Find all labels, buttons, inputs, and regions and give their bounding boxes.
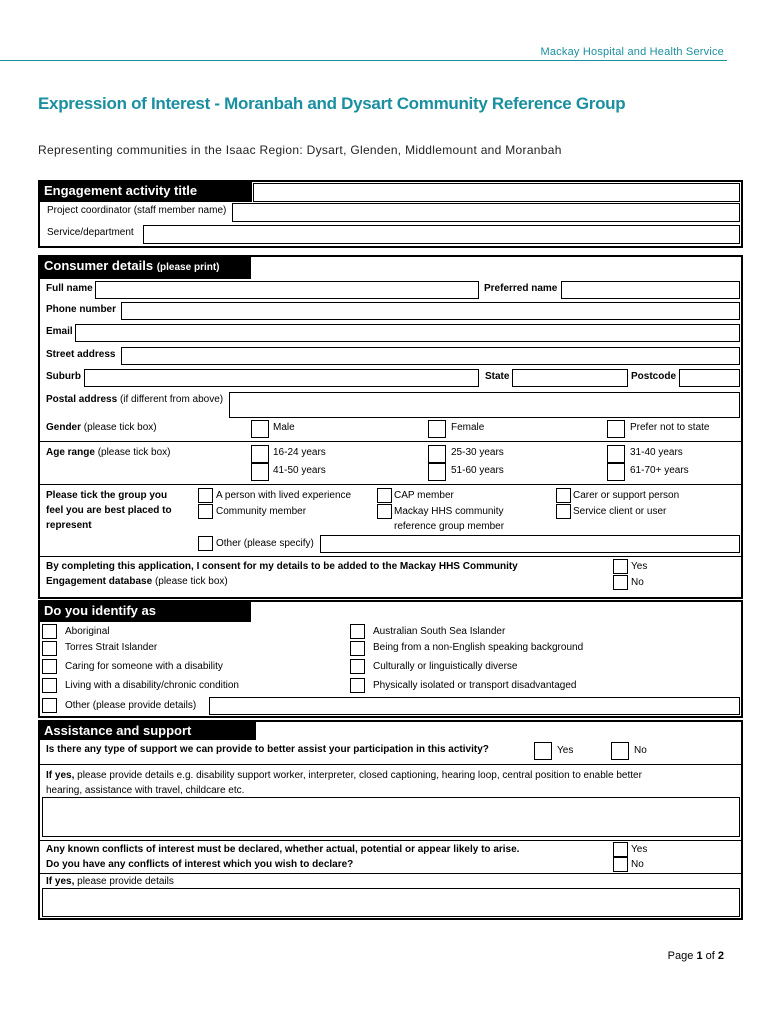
divider: [38, 556, 743, 557]
group-hhs-reference-checkbox[interactable]: [377, 504, 392, 519]
conflict-no-label: No: [631, 859, 644, 870]
gender-label-text: Gender: [46, 422, 82, 433]
page-total: 2: [717, 950, 724, 962]
consent-yes-label: Yes: [631, 561, 648, 572]
group-carer-checkbox[interactable]: [556, 488, 571, 503]
suburb-label: Suburb: [46, 371, 81, 382]
age-41-50-checkbox[interactable]: [251, 463, 269, 481]
age-41-50-label: 41-50 years: [273, 465, 326, 476]
gender-female-checkbox[interactable]: [428, 420, 446, 438]
header-rule: [0, 60, 727, 61]
group-question-line2: feel you are best placed to: [46, 505, 172, 516]
coordinator-field[interactable]: [232, 203, 740, 222]
group-other-label: Other (please specify): [216, 538, 314, 549]
assistance-ifyes-line2: hearing, assistance with travel, childcare etc.: [46, 785, 245, 796]
coordinator-label: Project coordinator (staff member name): [47, 205, 227, 216]
identify-isolated-label: Physically isolated or transport disadvantaged: [373, 680, 577, 691]
conflict-ifyes-text: please provide details: [77, 876, 174, 887]
postal-note: (if different from above): [119, 394, 224, 405]
consumer-heading-text: Consumer details: [44, 258, 154, 273]
conflict-yes-label: Yes: [631, 844, 648, 855]
identify-heading: Do you identify as: [38, 600, 251, 622]
phone-field[interactable]: [121, 302, 740, 320]
identify-cald-checkbox[interactable]: [350, 659, 365, 674]
group-lived-experience-checkbox[interactable]: [198, 488, 213, 503]
assistance-ifyes-line1: [46, 770, 642, 781]
group-hhs-reference-label2: reference group member: [394, 521, 505, 532]
preferred-name-field[interactable]: [561, 281, 740, 299]
engagement-title-field[interactable]: [253, 183, 740, 202]
postal-label-text: Postal address: [46, 394, 118, 405]
group-cap-member-checkbox[interactable]: [377, 488, 392, 503]
consent-line1: By completing this application, I consent for my details to be added to the Mackay HHS Community: [46, 561, 518, 572]
conflict-no-checkbox[interactable]: [613, 857, 628, 872]
full-name-label: Full name: [46, 283, 93, 294]
assistance-no-checkbox[interactable]: [611, 742, 629, 760]
consent-yes-checkbox[interactable]: [613, 559, 628, 574]
group-question-line1: Please tick the group you: [46, 490, 168, 501]
divider: [38, 441, 743, 442]
state-field[interactable]: [512, 369, 628, 387]
assistance-yes-label: Yes: [557, 745, 574, 756]
identify-torres-label: Torres Strait Islander: [65, 642, 158, 653]
consumer-heading-note: (please print): [156, 262, 220, 273]
group-other-field[interactable]: [320, 535, 740, 553]
preferred-name-label: Preferred name: [484, 283, 558, 294]
gender-prefer-not-label: Prefer not to state: [630, 422, 710, 433]
identify-torres-checkbox[interactable]: [42, 641, 57, 656]
group-cap-member-label: CAP member: [394, 490, 454, 501]
identify-aboriginal-checkbox[interactable]: [42, 624, 57, 639]
assistance-question: Is there any type of support we can provide to better assist your participation in this activity?: [46, 744, 489, 755]
group-question-line3: represent: [46, 520, 92, 531]
service-field[interactable]: [143, 225, 740, 244]
group-service-client-label: Service client or user: [573, 506, 667, 517]
identify-disability-label: Living with a disability/chronic condition: [65, 680, 239, 691]
group-service-client-checkbox[interactable]: [556, 504, 571, 519]
identify-south-sea-checkbox[interactable]: [350, 624, 365, 639]
identify-other-label: Other (please provide details): [65, 700, 197, 711]
full-name-field[interactable]: [95, 281, 479, 299]
consent-line2-text: Engagement database: [46, 576, 153, 587]
divider: [38, 873, 743, 874]
age-51-60-label: 51-60 years: [451, 465, 504, 476]
consent-line2: [46, 576, 228, 587]
age-16-24-label: 16-24 years: [273, 447, 326, 458]
conflict-line2: Do you have any conflicts of interest which you wish to declare?: [46, 859, 354, 870]
age-31-40-checkbox[interactable]: [607, 445, 625, 463]
postcode-label: Postcode: [631, 371, 677, 382]
conflict-line1: Any known conflicts of interest must be declared, whether actual, potential or appear likely to arise.: [46, 844, 520, 855]
group-community-member-label: Community member: [216, 506, 307, 517]
identify-isolated-checkbox[interactable]: [350, 678, 365, 693]
consent-note: (please tick box): [154, 576, 228, 587]
divider: [38, 764, 743, 765]
identify-disability-checkbox[interactable]: [42, 678, 57, 693]
postal-label: [46, 394, 223, 405]
consent-no-label: No: [631, 577, 644, 588]
assistance-ifyes: If yes,: [46, 770, 75, 781]
group-other-checkbox[interactable]: [198, 536, 213, 551]
assistance-yes-checkbox[interactable]: [534, 742, 552, 760]
postal-field[interactable]: [229, 392, 740, 418]
service-label: Service/department: [47, 227, 134, 238]
street-field[interactable]: [121, 347, 740, 365]
identify-caring-checkbox[interactable]: [42, 659, 57, 674]
page-current: 1: [696, 950, 703, 962]
conflict-ifyes-line: [46, 876, 174, 887]
street-label: Street address: [46, 349, 116, 360]
age-note: (please tick box): [97, 447, 171, 458]
age-61-70-label: 61-70+ years: [630, 465, 689, 476]
consumer-heading: [38, 255, 251, 279]
identify-aboriginal-label: Aboriginal: [65, 626, 110, 637]
group-lived-experience-label: A person with lived experience: [216, 490, 352, 501]
gender-male-label: Male: [273, 422, 295, 433]
conflict-details-field[interactable]: [42, 888, 740, 917]
identify-cald-label: Culturally or linguistically diverse: [373, 661, 518, 672]
assistance-heading: Assistance and support: [38, 720, 256, 740]
age-61-70-checkbox[interactable]: [607, 463, 625, 481]
suburb-field[interactable]: [84, 369, 479, 387]
gender-prefer-not-checkbox[interactable]: [607, 420, 625, 438]
divider: [38, 840, 743, 841]
gender-note: (please tick box): [83, 422, 157, 433]
page-of: of: [705, 950, 715, 962]
page-prefix: Page: [667, 950, 694, 962]
assistance-no-label: No: [634, 745, 647, 756]
age-16-24-checkbox[interactable]: [251, 445, 269, 463]
phone-label: Phone number: [46, 304, 117, 315]
identify-non-english-label: Being from a non-English speaking background: [373, 642, 584, 653]
email-field[interactable]: [75, 324, 740, 342]
age-25-30-checkbox[interactable]: [428, 445, 446, 463]
gender-female-label: Female: [451, 422, 485, 433]
age-31-40-label: 31-40 years: [630, 447, 683, 458]
age-label: [46, 447, 171, 458]
identify-caring-label: Caring for someone with a disability: [65, 661, 223, 672]
group-hhs-reference-label1: Mackay HHS community: [394, 506, 504, 517]
gender-male-checkbox[interactable]: [251, 420, 269, 438]
engagement-heading: Engagement activity title: [38, 180, 252, 202]
assistance-ifyes-text: please provide details e.g. disability support worker, interpreter, closed captioning, hearing loop, central position to enable better: [77, 770, 642, 781]
group-carer-label: Carer or support person: [573, 490, 680, 501]
page-subtitle: Representing communities in the Isaac Region: Dysart, Glenden, Middlemount and Moranbah: [38, 143, 562, 157]
age-25-30-label: 25-30 years: [451, 447, 504, 458]
gender-label: [46, 422, 157, 433]
email-label: Email: [46, 326, 73, 337]
organisation-name: Mackay Hospital and Health Service: [540, 46, 724, 58]
page-number: [668, 950, 724, 962]
identify-other-field[interactable]: [209, 697, 740, 715]
identify-other-checkbox[interactable]: [42, 698, 57, 713]
group-community-member-checkbox[interactable]: [198, 504, 213, 519]
conflict-ifyes: If yes,: [46, 876, 75, 887]
assistance-details-field[interactable]: [42, 797, 740, 837]
conflict-yes-checkbox[interactable]: [613, 842, 628, 857]
consent-no-checkbox[interactable]: [613, 575, 628, 590]
identify-non-english-checkbox[interactable]: [350, 641, 365, 656]
state-label: State: [485, 371, 510, 382]
divider: [38, 484, 743, 485]
age-51-60-checkbox[interactable]: [428, 463, 446, 481]
postcode-field[interactable]: [679, 369, 740, 387]
identify-south-sea-label: Australian South Sea Islander: [373, 626, 506, 637]
page-title: Expression of Interest - Moranbah and Dysart Community Reference Group: [38, 94, 626, 113]
age-label-text: Age range: [46, 447, 95, 458]
